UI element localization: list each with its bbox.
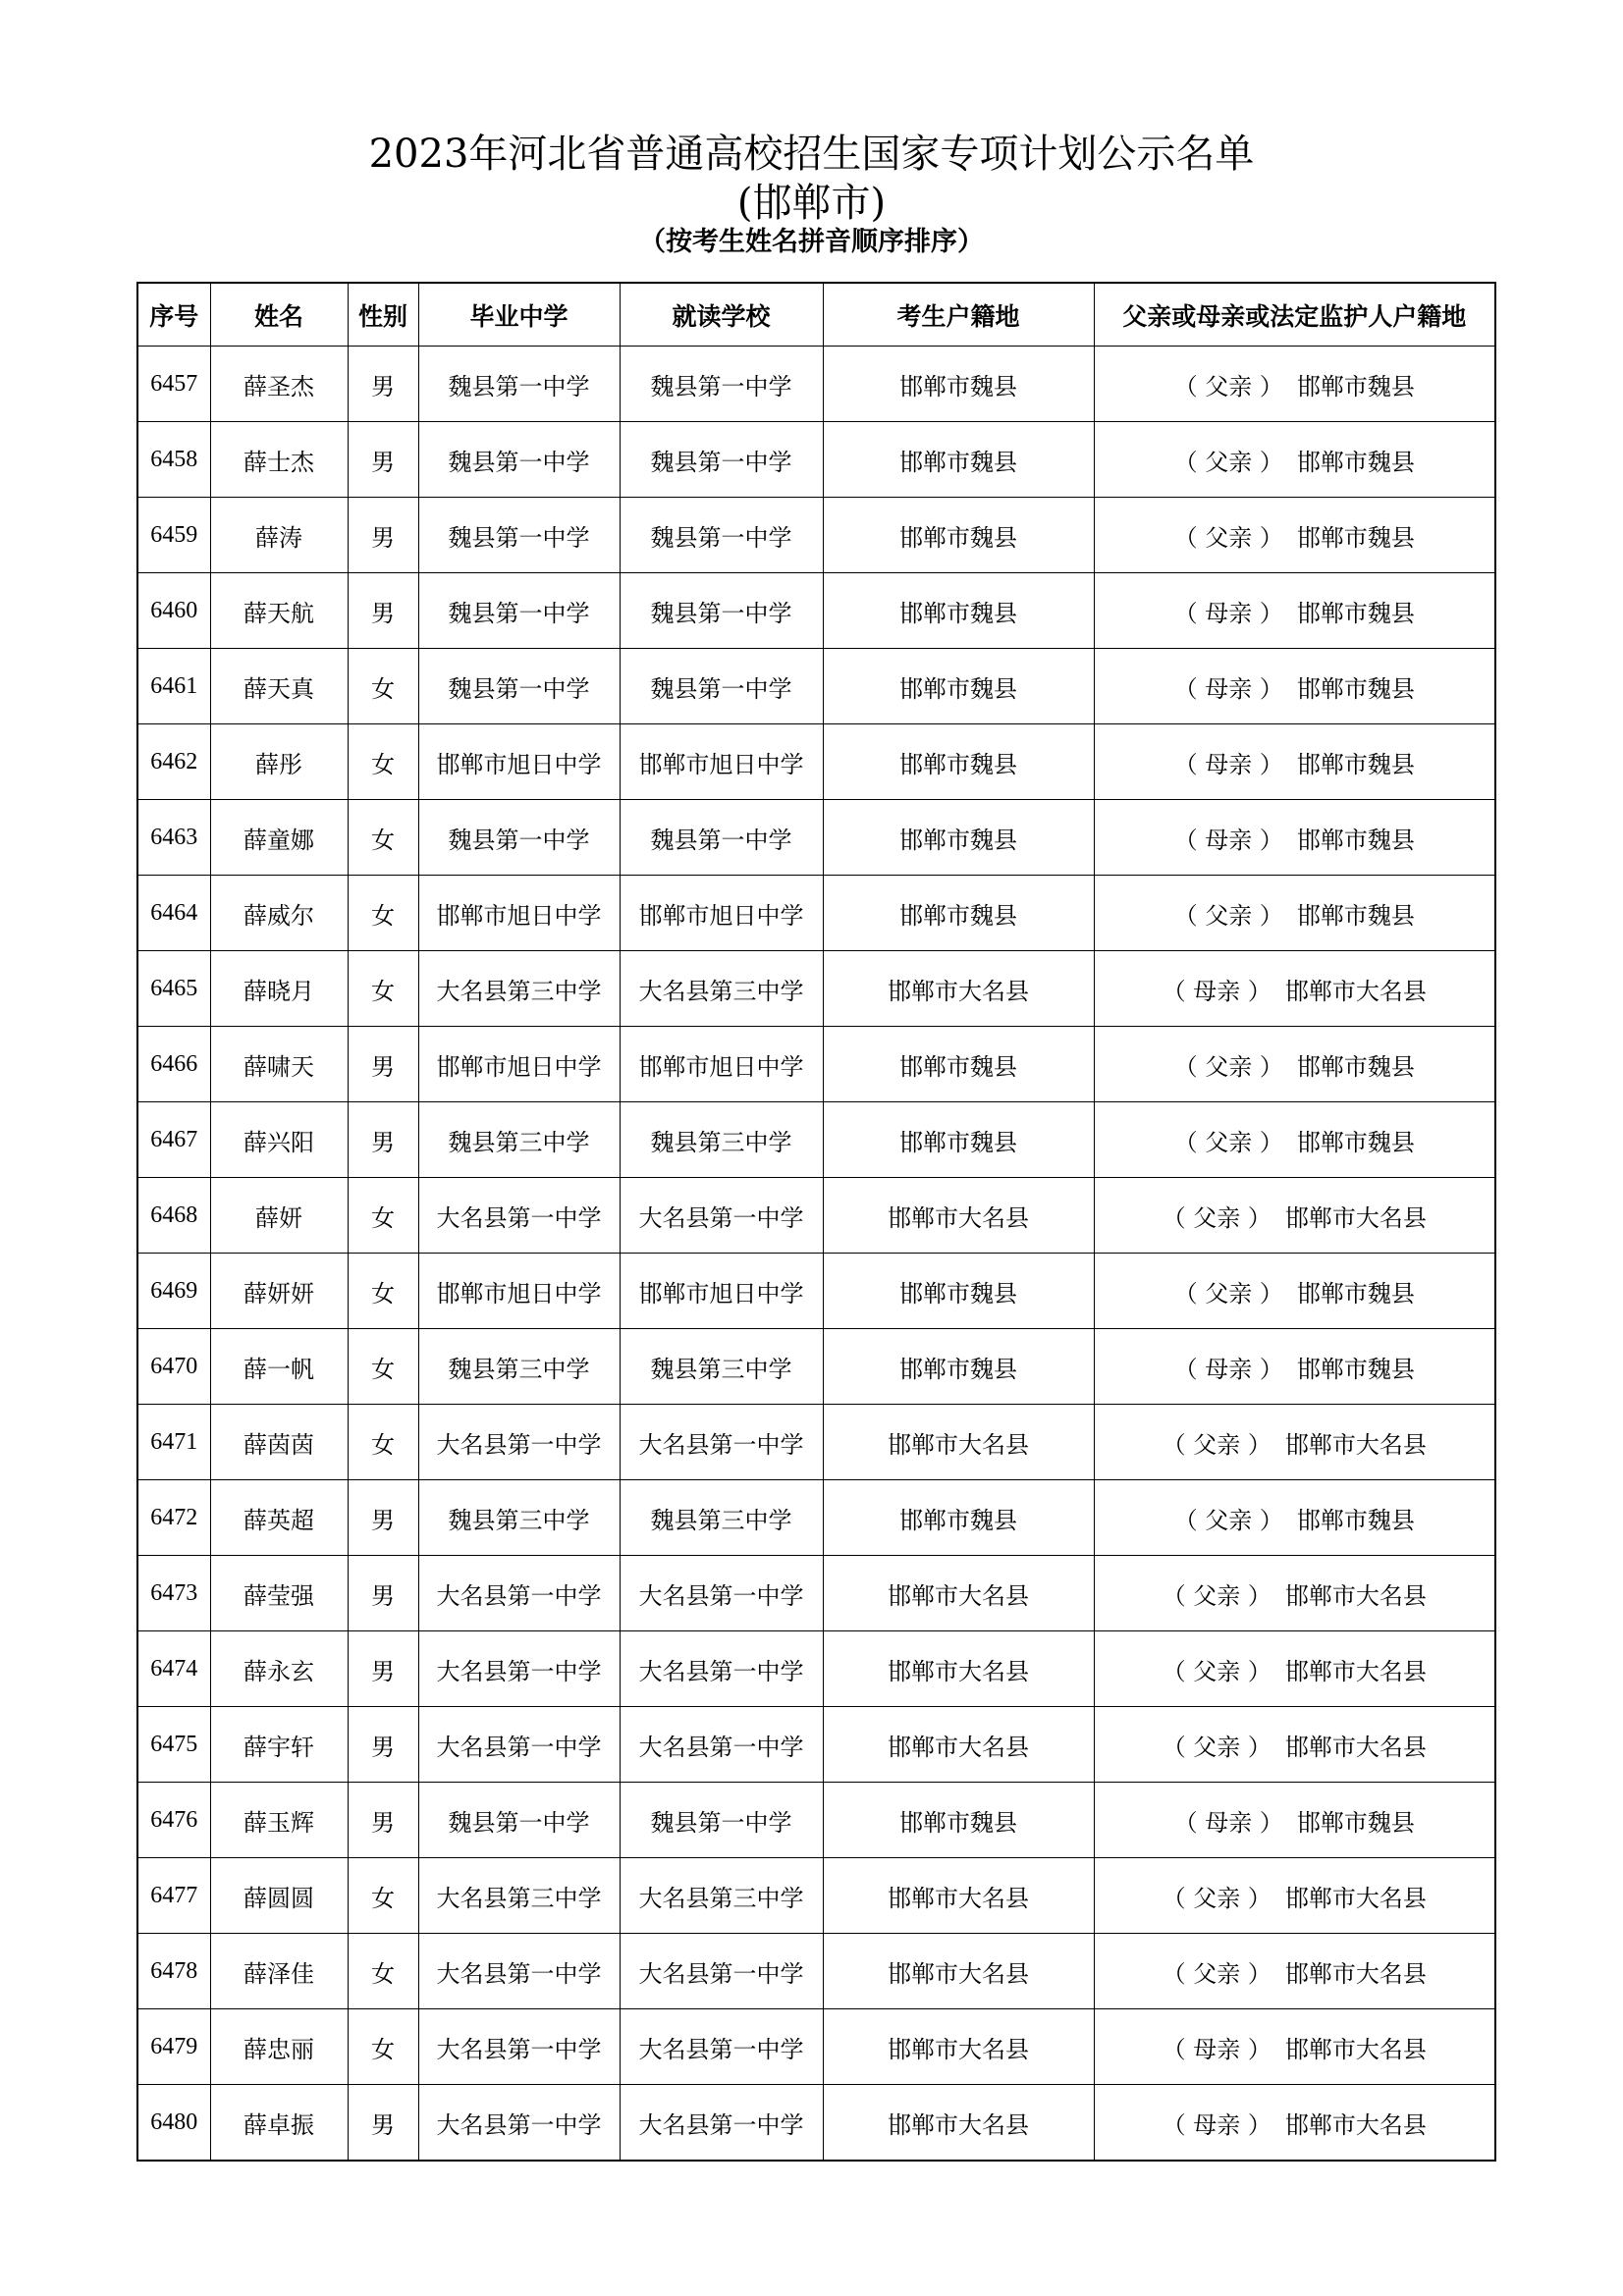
guardian-relation: （ 父亲 ） <box>1173 1279 1283 1308</box>
guardian-hukou: 邯郸市大名县 <box>1284 1430 1427 1459</box>
cell-guardian <box>1094 2009 1495 2085</box>
guardian-relation: （ 父亲 ） <box>1173 1506 1283 1534</box>
cell-current-school: 大名县第三中学 <box>620 951 823 1027</box>
cell-hukou: 邯郸市大名县 <box>823 1707 1094 1783</box>
cell-hukou: 邯郸市魏县 <box>823 1027 1094 1102</box>
guardian-relation: （ 母亲 ） <box>1162 2110 1271 2139</box>
cell-current-school: 大名县第一中学 <box>620 1707 823 1783</box>
guardian-hukou: 邯郸市魏县 <box>1296 448 1415 476</box>
cell-gender: 女 <box>348 1178 418 1254</box>
cell-current-school: 大名县第一中学 <box>620 1556 823 1631</box>
cell-gender: 女 <box>348 951 418 1027</box>
cell-hukou: 邯郸市大名县 <box>823 1405 1094 1480</box>
cell-gender: 男 <box>348 347 418 422</box>
cell-seq: 6462 <box>137 724 210 800</box>
table-row <box>137 2085 1495 2162</box>
cell-grad-school: 邯郸市旭日中学 <box>418 1254 620 1329</box>
cell-grad-school: 大名县第一中学 <box>418 1556 620 1631</box>
guardian-relation: （ 父亲 ） <box>1173 523 1283 552</box>
guardian-relation: （ 父亲 ） <box>1162 1430 1271 1459</box>
col-header-seq: 序号 <box>137 283 210 347</box>
cell-seq: 6459 <box>137 498 210 573</box>
cell-current-school: 魏县第三中学 <box>620 1480 823 1556</box>
cell-current-school: 魏县第一中学 <box>620 800 823 876</box>
guardian-relation: （ 父亲 ） <box>1173 372 1283 400</box>
cell-hukou: 邯郸市魏县 <box>823 573 1094 649</box>
guardian-relation: （ 母亲 ） <box>1162 977 1271 1005</box>
cell-seq: 6467 <box>137 1102 210 1178</box>
cell-name: 薛圣杰 <box>210 347 348 422</box>
cell-gender: 男 <box>348 422 418 498</box>
table-row <box>137 1102 1495 1178</box>
guardian-hukou: 邯郸市魏县 <box>1296 1506 1415 1534</box>
table-row <box>137 1707 1495 1783</box>
cell-hukou: 邯郸市魏县 <box>823 649 1094 724</box>
col-header-current-school: 就读学校 <box>620 283 823 347</box>
cell-hukou: 邯郸市魏县 <box>823 1480 1094 1556</box>
cell-name: 薛彤 <box>210 724 348 800</box>
cell-seq: 6477 <box>137 1858 210 1934</box>
cell-grad-school: 邯郸市旭日中学 <box>418 724 620 800</box>
cell-name: 薛涛 <box>210 498 348 573</box>
table-row <box>137 724 1495 800</box>
cell-name: 薛忠丽 <box>210 2009 348 2085</box>
cell-gender: 男 <box>348 1556 418 1631</box>
cell-gender: 女 <box>348 1329 418 1405</box>
cell-current-school: 邯郸市旭日中学 <box>620 724 823 800</box>
cell-seq: 6476 <box>137 1783 210 1858</box>
cell-grad-school: 魏县第一中学 <box>418 1783 620 1858</box>
cell-name: 薛晓月 <box>210 951 348 1027</box>
cell-name: 薛圆圆 <box>210 1858 348 1934</box>
cell-hukou: 邯郸市大名县 <box>823 2009 1094 2085</box>
guardian-hukou: 邯郸市魏县 <box>1296 1279 1415 1308</box>
cell-name: 薛兴阳 <box>210 1102 348 1178</box>
guardian-relation: （ 母亲 ） <box>1173 826 1283 854</box>
cell-seq: 6458 <box>137 422 210 498</box>
cell-hukou: 邯郸市魏县 <box>823 724 1094 800</box>
cell-name: 薛茵茵 <box>210 1405 348 1480</box>
guardian-relation: （ 父亲 ） <box>1173 901 1283 930</box>
guardian-hukou: 邯郸市魏县 <box>1296 372 1415 400</box>
cell-gender: 男 <box>348 1631 418 1707</box>
guardian-hukou: 邯郸市大名县 <box>1284 1733 1427 1761</box>
cell-seq: 6473 <box>137 1556 210 1631</box>
cell-guardian <box>1094 1631 1495 1707</box>
guardian-relation: （ 父亲 ） <box>1173 448 1283 476</box>
col-header-hukou: 考生户籍地 <box>823 283 1094 347</box>
cell-current-school: 魏县第三中学 <box>620 1329 823 1405</box>
cell-guardian <box>1094 1858 1495 1934</box>
page-subtitle: (邯郸市) <box>736 181 887 226</box>
cell-guardian <box>1094 1102 1495 1178</box>
cell-grad-school: 魏县第一中学 <box>418 422 620 498</box>
cell-guardian <box>1094 800 1495 876</box>
guardian-relation: （ 母亲 ） <box>1173 750 1283 778</box>
cell-current-school: 大名县第一中学 <box>620 2085 823 2162</box>
guardian-hukou: 邯郸市魏县 <box>1296 599 1415 627</box>
guardian-relation: （ 母亲 ） <box>1173 1808 1283 1837</box>
table-row <box>137 1556 1495 1631</box>
cell-gender: 女 <box>348 876 418 951</box>
cell-grad-school: 大名县第一中学 <box>418 1934 620 2009</box>
table-header-row <box>137 283 1495 347</box>
cell-seq: 6460 <box>137 573 210 649</box>
table-row <box>137 1178 1495 1254</box>
cell-name: 薛啸天 <box>210 1027 348 1102</box>
table-row <box>137 498 1495 573</box>
cell-guardian <box>1094 724 1495 800</box>
guardian-hukou: 邯郸市魏县 <box>1296 901 1415 930</box>
cell-seq: 6468 <box>137 1178 210 1254</box>
cell-guardian <box>1094 422 1495 498</box>
cell-current-school: 大名县第一中学 <box>620 1631 823 1707</box>
cell-name: 薛英超 <box>210 1480 348 1556</box>
guardian-relation: （ 父亲 ） <box>1162 1581 1271 1610</box>
cell-grad-school: 魏县第一中学 <box>418 800 620 876</box>
guardian-relation: （ 母亲 ） <box>1173 674 1283 703</box>
cell-guardian <box>1094 498 1495 573</box>
cell-gender: 男 <box>348 1707 418 1783</box>
guardian-relation: （ 母亲 ） <box>1173 1355 1283 1383</box>
cell-hukou: 邯郸市魏县 <box>823 498 1094 573</box>
cell-gender: 女 <box>348 649 418 724</box>
guardian-hukou: 邯郸市魏县 <box>1296 674 1415 703</box>
table-row <box>137 800 1495 876</box>
table-row <box>137 1254 1495 1329</box>
cell-gender: 男 <box>348 1102 418 1178</box>
cell-name: 薛威尔 <box>210 876 348 951</box>
table-row <box>137 347 1495 422</box>
cell-grad-school: 大名县第三中学 <box>418 951 620 1027</box>
guardian-hukou: 邯郸市魏县 <box>1296 1128 1415 1156</box>
cell-hukou: 邯郸市魏县 <box>823 1329 1094 1405</box>
cell-seq: 6465 <box>137 951 210 1027</box>
guardian-relation: （ 父亲 ） <box>1162 1959 1271 1988</box>
cell-gender: 女 <box>348 724 418 800</box>
cell-name: 薛永玄 <box>210 1631 348 1707</box>
cell-hukou: 邯郸市魏县 <box>823 422 1094 498</box>
cell-hukou: 邯郸市魏县 <box>823 1254 1094 1329</box>
cell-name: 薛莹强 <box>210 1556 348 1631</box>
guardian-hukou: 邯郸市大名县 <box>1284 2110 1427 2139</box>
table-row <box>137 951 1495 1027</box>
table-row <box>137 1783 1495 1858</box>
cell-guardian <box>1094 1027 1495 1102</box>
cell-current-school: 邯郸市旭日中学 <box>620 1027 823 1102</box>
cell-guardian <box>1094 951 1495 1027</box>
cell-name: 薛泽佳 <box>210 1934 348 2009</box>
guardian-hukou: 邯郸市大名县 <box>1284 1959 1427 1988</box>
cell-gender: 男 <box>348 498 418 573</box>
cell-grad-school: 大名县第一中学 <box>418 1178 620 1254</box>
guardian-hukou: 邯郸市大名县 <box>1284 977 1427 1005</box>
cell-gender: 女 <box>348 1858 418 1934</box>
guardian-hukou: 邯郸市魏县 <box>1296 1808 1415 1837</box>
cell-gender: 男 <box>348 1480 418 1556</box>
guardian-hukou: 邯郸市大名县 <box>1284 2035 1427 2063</box>
guardian-relation: （ 父亲 ） <box>1162 1203 1271 1232</box>
table-row <box>137 1858 1495 1934</box>
cell-gender: 女 <box>348 1405 418 1480</box>
cell-name: 薛卓振 <box>210 2085 348 2162</box>
cell-hukou: 邯郸市魏县 <box>823 876 1094 951</box>
table-row <box>137 2009 1495 2085</box>
guardian-hukou: 邯郸市大名县 <box>1284 1657 1427 1685</box>
table-row <box>137 573 1495 649</box>
cell-name: 薛士杰 <box>210 422 348 498</box>
guardian-relation: （ 母亲 ） <box>1162 2035 1271 2063</box>
cell-grad-school: 魏县第一中学 <box>418 498 620 573</box>
cell-gender: 男 <box>348 1783 418 1858</box>
table-row <box>137 876 1495 951</box>
cell-hukou: 邯郸市大名县 <box>823 1934 1094 2009</box>
cell-seq: 6474 <box>137 1631 210 1707</box>
cell-seq: 6471 <box>137 1405 210 1480</box>
guardian-hukou: 邯郸市魏县 <box>1296 826 1415 854</box>
cell-seq: 6475 <box>137 1707 210 1783</box>
table-body <box>137 347 1495 2162</box>
cell-grad-school: 魏县第一中学 <box>418 573 620 649</box>
cell-hukou: 邯郸市大名县 <box>823 1858 1094 1934</box>
cell-guardian <box>1094 1254 1495 1329</box>
table-row <box>137 1027 1495 1102</box>
cell-hukou: 邯郸市大名县 <box>823 1178 1094 1254</box>
cell-seq: 6463 <box>137 800 210 876</box>
cell-guardian <box>1094 876 1495 951</box>
cell-guardian <box>1094 649 1495 724</box>
cell-grad-school: 魏县第一中学 <box>418 649 620 724</box>
cell-hukou: 邯郸市大名县 <box>823 1556 1094 1631</box>
col-header-name: 姓名 <box>210 283 348 347</box>
cell-guardian <box>1094 1405 1495 1480</box>
cell-grad-school: 大名县第一中学 <box>418 2009 620 2085</box>
cell-current-school: 大名县第三中学 <box>620 1858 823 1934</box>
col-header-grad-school: 毕业中学 <box>418 283 620 347</box>
cell-seq: 6470 <box>137 1329 210 1405</box>
cell-guardian <box>1094 1556 1495 1631</box>
table-row <box>137 1329 1495 1405</box>
cell-current-school: 魏县第一中学 <box>620 422 823 498</box>
cell-name: 薛妍 <box>210 1178 348 1254</box>
cell-grad-school: 魏县第三中学 <box>418 1329 620 1405</box>
cell-seq: 6457 <box>137 347 210 422</box>
table-row <box>137 422 1495 498</box>
cell-gender: 女 <box>348 2009 418 2085</box>
guardian-hukou: 邯郸市大名县 <box>1284 1203 1427 1232</box>
cell-seq: 6466 <box>137 1027 210 1102</box>
cell-gender: 女 <box>348 1254 418 1329</box>
cell-guardian <box>1094 2085 1495 2162</box>
page-title: 2023年河北省普通高校招生国家专项计划公示名单 <box>368 132 1255 177</box>
cell-grad-school: 魏县第三中学 <box>418 1102 620 1178</box>
guardian-hukou: 邯郸市大名县 <box>1284 1581 1427 1610</box>
cell-hukou: 邯郸市大名县 <box>823 2085 1094 2162</box>
col-header-gender: 性别 <box>348 283 418 347</box>
cell-guardian <box>1094 1934 1495 2009</box>
cell-name: 薛宇轩 <box>210 1707 348 1783</box>
cell-hukou: 邯郸市魏县 <box>823 1102 1094 1178</box>
cell-gender: 女 <box>348 1934 418 2009</box>
guardian-hukou: 邯郸市大名县 <box>1284 1884 1427 1912</box>
guardian-relation: （ 母亲 ） <box>1173 599 1283 627</box>
table-row <box>137 649 1495 724</box>
cell-hukou: 邯郸市大名县 <box>823 1631 1094 1707</box>
col-header-guardian-hukou: 父亲或母亲或法定监护人户籍地 <box>1094 283 1495 347</box>
guardian-hukou: 邯郸市魏县 <box>1296 1052 1415 1081</box>
cell-name: 薛天真 <box>210 649 348 724</box>
cell-grad-school: 邯郸市旭日中学 <box>418 1027 620 1102</box>
table-row <box>137 1934 1495 2009</box>
cell-current-school: 魏县第一中学 <box>620 498 823 573</box>
cell-guardian <box>1094 1178 1495 1254</box>
cell-current-school: 魏县第一中学 <box>620 649 823 724</box>
cell-current-school: 邯郸市旭日中学 <box>620 876 823 951</box>
cell-guardian <box>1094 1707 1495 1783</box>
cell-gender: 男 <box>348 573 418 649</box>
guardian-hukou: 邯郸市魏县 <box>1296 523 1415 552</box>
cell-current-school: 魏县第三中学 <box>620 1102 823 1178</box>
cell-grad-school: 魏县第三中学 <box>418 1480 620 1556</box>
table-row <box>137 1405 1495 1480</box>
table-row <box>137 1631 1495 1707</box>
guardian-relation: （ 父亲 ） <box>1173 1052 1283 1081</box>
cell-current-school: 邯郸市旭日中学 <box>620 1254 823 1329</box>
cell-name: 薛一帆 <box>210 1329 348 1405</box>
cell-seq: 6472 <box>137 1480 210 1556</box>
cell-current-school: 大名县第一中学 <box>620 1405 823 1480</box>
cell-hukou: 邯郸市魏县 <box>823 800 1094 876</box>
cell-name: 薛妍妍 <box>210 1254 348 1329</box>
guardian-relation: （ 父亲 ） <box>1162 1733 1271 1761</box>
cell-current-school: 魏县第一中学 <box>620 573 823 649</box>
cell-grad-school: 大名县第一中学 <box>418 1631 620 1707</box>
cell-gender: 女 <box>348 800 418 876</box>
cell-seq: 6480 <box>137 2085 210 2162</box>
cell-hukou: 邯郸市魏县 <box>823 1783 1094 1858</box>
cell-name: 薛玉辉 <box>210 1783 348 1858</box>
cell-current-school: 魏县第一中学 <box>620 1783 823 1858</box>
cell-name: 薛童娜 <box>210 800 348 876</box>
cell-seq: 6478 <box>137 1934 210 2009</box>
guardian-relation: （ 父亲 ） <box>1173 1128 1283 1156</box>
cell-guardian <box>1094 573 1495 649</box>
cell-grad-school: 邯郸市旭日中学 <box>418 876 620 951</box>
cell-grad-school: 大名县第三中学 <box>418 1858 620 1934</box>
cell-guardian <box>1094 347 1495 422</box>
cell-current-school: 大名县第一中学 <box>620 1178 823 1254</box>
guardian-hukou: 邯郸市魏县 <box>1296 1355 1415 1383</box>
cell-current-school: 魏县第一中学 <box>620 347 823 422</box>
guardian-relation: （ 父亲 ） <box>1162 1884 1271 1912</box>
cell-grad-school: 大名县第一中学 <box>418 1707 620 1783</box>
cell-current-school: 大名县第一中学 <box>620 1934 823 2009</box>
cell-gender: 男 <box>348 2085 418 2162</box>
cell-guardian <box>1094 1329 1495 1405</box>
cell-grad-school: 大名县第一中学 <box>418 2085 620 2162</box>
cell-current-school: 大名县第一中学 <box>620 2009 823 2085</box>
cell-grad-school: 大名县第一中学 <box>418 1405 620 1480</box>
cell-guardian <box>1094 1783 1495 1858</box>
table-row <box>137 1480 1495 1556</box>
cell-seq: 6461 <box>137 649 210 724</box>
cell-seq: 6464 <box>137 876 210 951</box>
cell-hukou: 邯郸市大名县 <box>823 951 1094 1027</box>
guardian-relation: （ 父亲 ） <box>1162 1657 1271 1685</box>
roster-table <box>136 282 1496 2162</box>
cell-hukou: 邯郸市魏县 <box>823 347 1094 422</box>
cell-seq: 6469 <box>137 1254 210 1329</box>
cell-guardian <box>1094 1480 1495 1556</box>
sort-note: （按考生姓名拼音顺序排序） <box>639 227 984 257</box>
cell-name: 薛天航 <box>210 573 348 649</box>
cell-grad-school: 魏县第一中学 <box>418 347 620 422</box>
cell-seq: 6479 <box>137 2009 210 2085</box>
cell-gender: 男 <box>348 1027 418 1102</box>
guardian-hukou: 邯郸市魏县 <box>1296 750 1415 778</box>
